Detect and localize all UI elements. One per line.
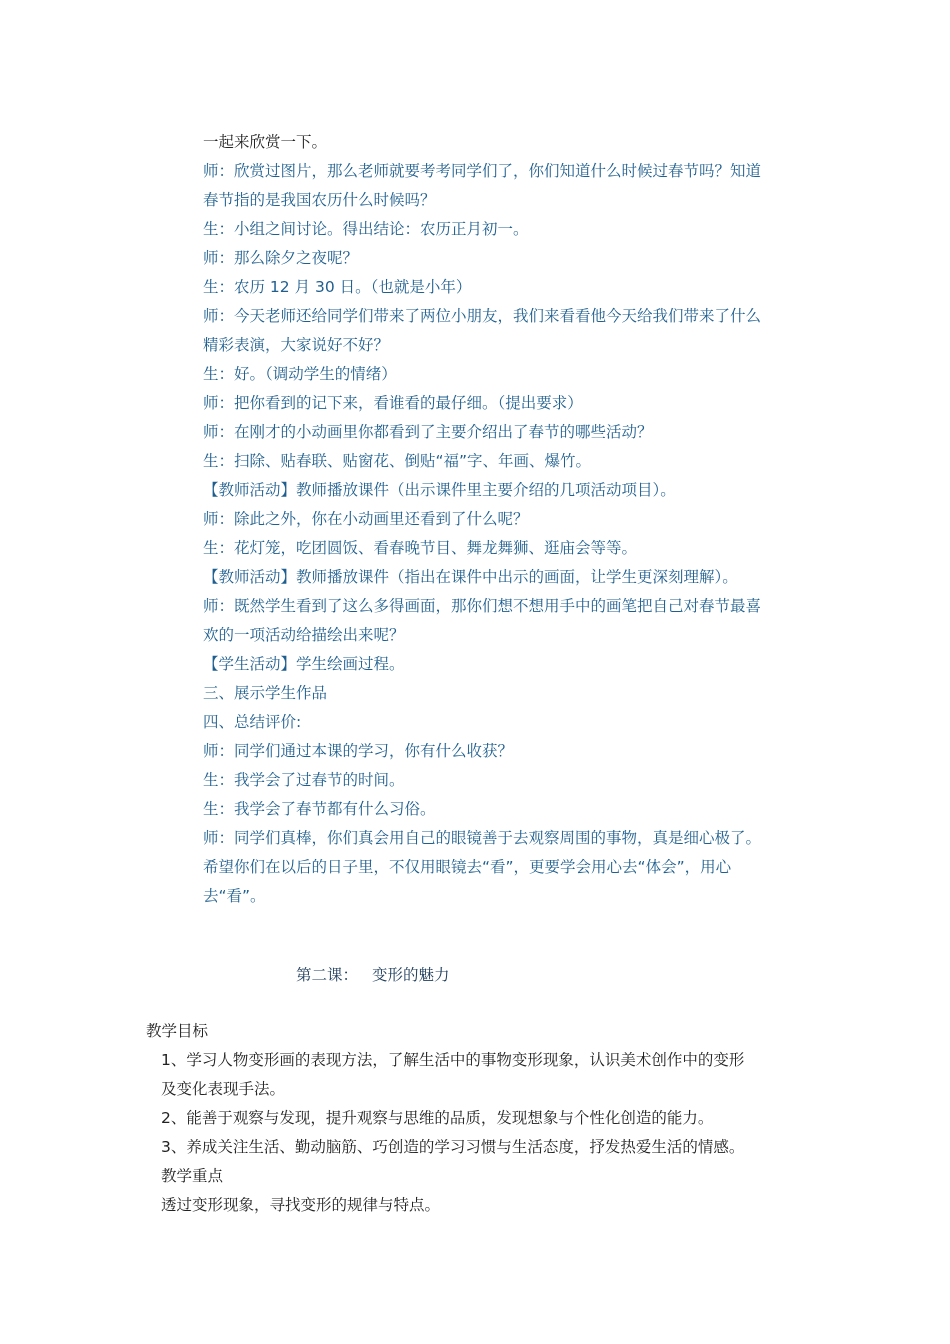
teaching-goals-list — [146, 1046, 826, 1220]
lesson-name: 变形的魅力 — [372, 966, 450, 984]
dialogue-line: 精彩表演，大家说好不好？ — [203, 336, 390, 354]
dialogue-line: 【教师活动】教师播放课件（出示课件里主要介绍的几项活动项目）。 — [203, 481, 676, 499]
dialogue-line: 师：既然学生看到了这么多得画面，那你们想不想用手中的画笔把自己对春节最喜 — [203, 597, 762, 615]
teaching-goals-section — [146, 1017, 826, 1220]
dialogue-line: 生：扫除、贴春联、贴窗花、倒贴“福”字、年画、爆竹。 — [203, 452, 592, 470]
lesson-dialogue — [203, 128, 823, 911]
lesson-title — [296, 961, 450, 989]
dialogue-line: 【教师活动】教师播放课件（指出在课件中出示的画面，让学生更深刻理解）。 — [203, 568, 738, 586]
dialogue-line: 欢的一项活动给描绘出来呢？ — [203, 626, 405, 644]
dialogue-line: 师：除此之外，你在小动画里还看到了什么呢？ — [203, 510, 529, 528]
dialogue-line: 生：花灯笼，吃团圆饭、看春晚节目、舞龙舞狮、逛庙会等等。 — [203, 539, 638, 557]
teaching-goal-item: 教学重点 — [161, 1167, 224, 1185]
dialogue-line: 去“看”。 — [203, 887, 266, 905]
dialogue-line: 四、总结评价: — [203, 713, 302, 731]
dialogue-line: 生：农历 12 月 30 日。（也就是小年） — [203, 278, 472, 296]
lesson-number: 第二课： — [296, 966, 359, 984]
teaching-goal-item: 3、养成关注生活、勤动脑筋、巧创造的学习习惯与生活态度，抒发热爱生活的情感。 — [161, 1138, 745, 1156]
dialogue-line: 师：那么除夕之夜呢？ — [203, 249, 359, 267]
dialogue-line: 【学生活动】学生绘画过程。 — [203, 655, 405, 673]
dialogue-line: 生：我学会了春节都有什么习俗。 — [203, 800, 436, 818]
dialogue-line: 一起来欣赏一下。 — [203, 133, 328, 151]
dialogue-line: 生：好。（调动学生的情绪） — [203, 365, 397, 383]
teaching-goal-item: 1、学习人物变形画的表现方法，了解生活中的事物变形现象，认识美术创作中的变形 — [161, 1051, 745, 1069]
dialogue-line: 师：同学们真棒，你们真会用自己的眼镜善于去观察周围的事物，真是细心极了。 — [203, 829, 762, 847]
dialogue-line: 师：今天老师还给同学们带来了两位小朋友，我们来看看他今天给我们带来了什么 — [203, 307, 762, 325]
dialogue-line: 师：把你看到的记下来，看谁看的最仔细。（提出要求） — [203, 394, 583, 412]
dialogue-line: 春节指的是我国农历什么时候吗？ — [203, 191, 436, 209]
dialogue-line: 生：小组之间讨论。得出结论：农历正月初一。 — [203, 220, 529, 238]
teaching-goal-item: 2、能善于观察与发现，提升观察与思维的品质，发现想象与个性化创造的能力。 — [161, 1109, 714, 1127]
dialogue-line: 师：欣赏过图片，那么老师就要考考同学们了，你们知道什么时候过春节吗？知道 — [203, 162, 762, 180]
teaching-goal-item: 及变化表现手法。 — [161, 1080, 286, 1098]
dialogue-line: 希望你们在以后的日子里，不仅用眼镜去“看”，更要学会用心去“体会”，用心 — [203, 858, 732, 876]
teaching-goals-heading: 教学目标 — [146, 1022, 209, 1040]
dialogue-line: 师：在刚才的小动画里你都看到了主要介绍出了春节的哪些活动？ — [203, 423, 653, 441]
teaching-goal-item: 透过变形现象，寻找变形的规律与特点。 — [161, 1196, 441, 1214]
dialogue-line: 师：同学们通过本课的学习，你有什么收获？ — [203, 742, 514, 760]
dialogue-line: 三、展示学生作品 — [203, 684, 328, 702]
dialogue-line: 生：我学会了过春节的时间。 — [203, 771, 405, 789]
